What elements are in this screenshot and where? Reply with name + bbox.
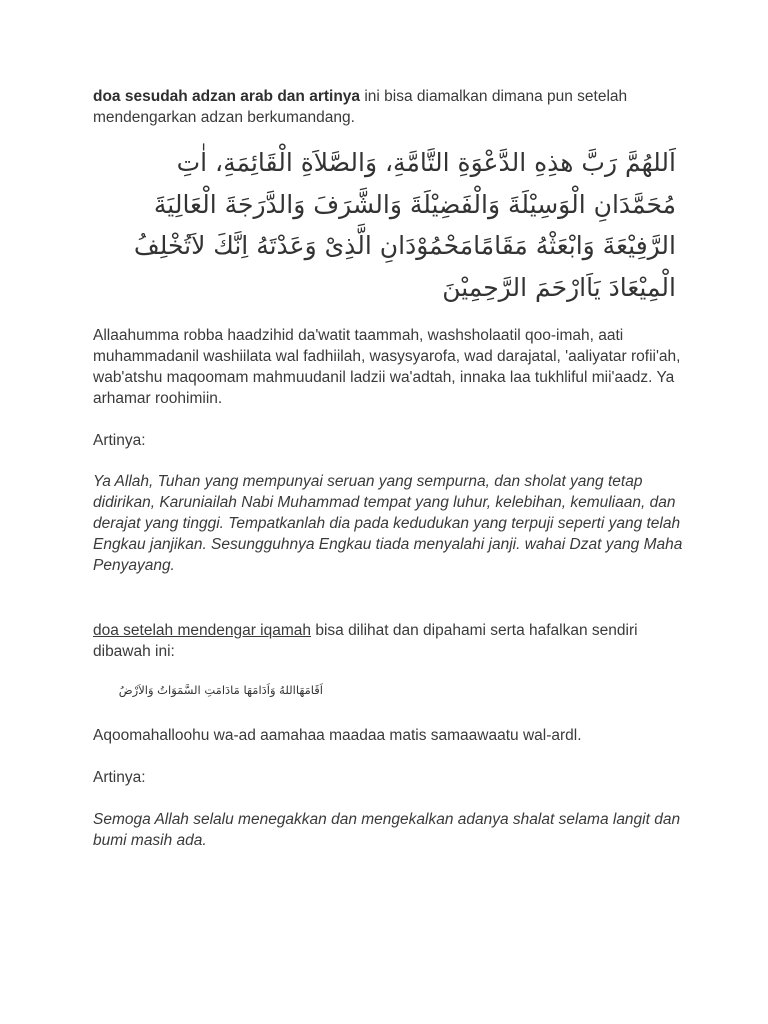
- arabic-line: مُحَمَّدَانِ الْوَسِيْلَةَ وَالْفَضِيْلَةَ وَالشَّرَفَ وَالدَّرَجَةَ الْعَالِيَةَ: [153, 189, 676, 219]
- transliteration-adzan: Allaahumma robba haadzihid da'watit taammah, washsholaatil qoo-imah, aati muhammadanil washiilata wal fadhiilah, wasysyarofa, wad darajatal, 'aaliyatar rofii'ah, wab'atshu maqoomam mahmuudanil ladzii wa'adtah, innaka laa tukhliful mii'aadz. Ya arhamar roohimiin.: [93, 327, 681, 407]
- arabic-prayer-iqamah: اَقَامَهَااللهُ وَاَدَامَهَا مَادَامَتِ السَّمَوَاتُ وَالاَرْضُ: [118, 683, 323, 697]
- iqamah-intro-text: bisa dilihat dan dipahami serta hafalkan sendiri dibawah ini:: [93, 622, 638, 660]
- meaning-iqamah: Semoga Allah selalu menegakkan dan mengekalkan adanya shalat selama langit dan bumi masih ada.: [93, 811, 681, 849]
- intro-bold-text: doa sesudah adzan arab dan artinya: [93, 88, 361, 105]
- arabic-line: اَللهُمَّ رَبَّ هذِهِ الدَّعْوَةِ التَّامَّةِ، وَالصَّلاَةِ الْقَائِمَةِ، اٰتِ: [176, 148, 676, 177]
- meaning-adzan: Ya Allah, Tuhan yang mempunyai seruan yang sempurna, dan sholat yang tetap didirikan, Karuniailah Nabi Muhammad tempat yang luhur, kelebihan, kemuliaan, dan derajat yang tinggi. Tempatkanlah dia pada kedudukan yang terpuji seperti yang telah Engkau janjikan. Sesungguhnya Engkau tiada menyalahi janji. wahai Dzat yang Maha Penyayang.: [93, 473, 683, 574]
- intro-text: ini bisa diamalkan dimana pun setelah mendengarkan adzan berkumandang.: [93, 88, 628, 126]
- arabic-prayer-adzan: [86, 142, 676, 308]
- intro-paragraph: [93, 86, 683, 128]
- arabic-line: الْمِيْعَادَ يَاَارْحَمَ الرَّحِمِيْنَ: [442, 272, 676, 302]
- artinya-label: Artinya:: [93, 769, 146, 786]
- iqamah-intro-paragraph: [93, 620, 683, 662]
- transliteration-iqamah: Aqoomahalloohu wa-ad aamahaa maadaa matis samaawaatu wal-ardl.: [93, 727, 582, 744]
- artinya-label: Artinya:: [93, 432, 146, 449]
- arabic-line: الرَّفِيْعَةَ وَابْعَثْهُ مَقَامًامَحْمُوْدَانِ الَّذِىْ وَعَدْتَهُ اِنَّكَ لاَتُخْلِفُ: [133, 231, 676, 260]
- iqamah-link[interactable]: doa setelah mendengar iqamah: [93, 622, 312, 639]
